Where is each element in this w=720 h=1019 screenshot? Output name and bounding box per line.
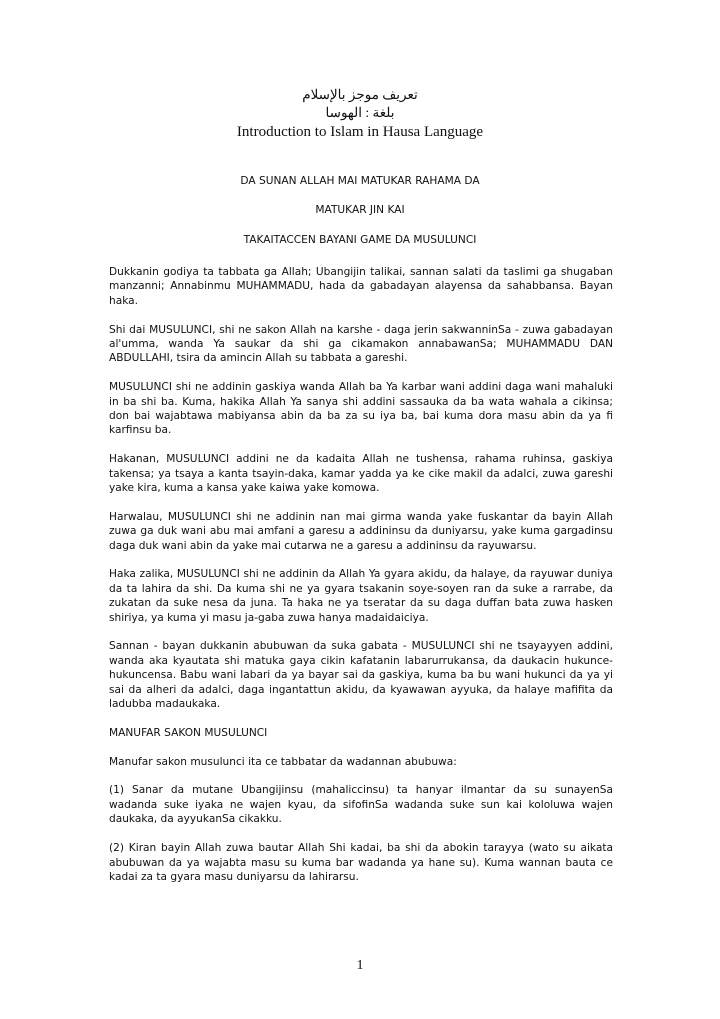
- paragraph: MUSULUNCI shi ne addinin gaskiya wanda Allah ba Ya karbar wani addini daga wani mahaluki in ba shi ba. Kuma, hakika Allah Ya sanya shi addini sassauka da ba wata wahala a cikinsa; don bai wajabtawa mabiyansa abin da ba za su iya ba, bai kuma dora masu abin da ya fi karfinsu ba.: [109, 381, 613, 437]
- paragraph: (1) Sanar da mutane Ubangijinsu (mahaliccinsu) ta hanyar ilmantar da su sunayenSa wadanda suke iyaka ne wajen kyau, da sifofinSa wadanda suke sun kai kololuwa wajen daukaka, da ayyukanSa cikakku.: [109, 784, 613, 826]
- document-body: [109, 265, 613, 899]
- section-heading: MANUFAR SAKON MUSULUNCI: [109, 726, 268, 739]
- title-line-3: TAKAITACCEN BAYANI GAME DA MUSULUNCI: [243, 234, 477, 246]
- paragraph: Dukkanin godiya ta tabbata ga Allah; Ubangijin talikai, sannan salati da taslimi ga shugaban manzanni; Annabinmu MUHAMMADU, hada da gabadayan alayensa da sahabbansa. Bayan haka.: [109, 266, 613, 307]
- english-title: Introduction to Islam in Hausa Language: [236, 124, 484, 140]
- arabic-title: تعريف موجز بالإسلام: [302, 87, 418, 102]
- paragraph: Shi dai MUSULUNCI, shi ne sakon Allah na karshe - daga jerin sakwanninSa - zuwa gabadayan al'umma, wanda Ya saukar da shi ga cikamakon annabawanSa; MUHAMMADU DAN ABDULLAHI, tsira da amincin Allah su tabbata a gareshi.: [109, 323, 613, 365]
- arabic-subtitle: بلغة : الهوسا: [325, 105, 395, 120]
- paragraph: Haka zalika, MUSULUNCI shi ne addinin da Allah Ya gyara akidu, da halaye, da rayuwar duniya da ta lahira da shi. Da kuma shi ne ya gyara tsakanin soye-soyen ran da suke a rarrabe, da zukatan da suke nesa da juna. Ta haka ne ya tseratar da su daga duffan bata zuwa hasken shiriya, ya kuma yi masu ja-gaba zuwa hanya madaidaiciya.: [109, 568, 613, 624]
- paragraph: Harwalau, MUSULUNCI shi ne addinin nan mai girma wanda yake fuskantar da bayin Allah zuwa ga duk wani abu mai amfani a garesu a addininsu da duniyarsu, yake kuma gargadinsu daga duk wani abin da yake mai cutarwa ne a garesu a addininsu da rayuwarsu.: [109, 510, 613, 552]
- document-header: [0, 86, 720, 142]
- title-line-2: MATUKAR JIN KAI: [315, 204, 405, 216]
- page-number: 1: [356, 958, 364, 973]
- paragraph: Hakanan, MUSULUNCI addini ne da kadaita Allah ne tushensa, rahama ruhinsa, gaskiya takensa; ya tsaya a kanta tsayin-daka, kamar yadda ya ke cike makil da adalci, zuwa gareshi yake kira, kuma a kansa yake kaiwa yake komowa.: [109, 453, 613, 495]
- paragraph: Sannan - bayan dukkanin abubuwan da suka gabata - MUSULUNCI shi ne tsayayyen addini, wanda aka kyautata shi matuka gaya cikin kafatanin labarurrukansa, da daukacin hukunce-hukuncensa. Babu wani labari da ya bayar sai da gaskiya, kuma ba bu wani hukunci da ya yi sai da alheri da adalci, daga ingantattun akidu, da kyawawan ayyuka, da halaye mafifita da ladubba madaukaka.: [109, 640, 613, 711]
- title-line-1: DA SUNAN ALLAH MAI MATUKAR RAHAMA DA: [240, 175, 480, 187]
- paragraph: (2) Kiran bayin Allah zuwa bautar Allah Shi kadai, ba shi da abokin tarayya (wato su aikata abubuwan da ya wajabta masu su kuma bar wadanda ya hane su). Kuma wannan bauta ce kadai za ta gyara masu duniyarsu da lahirarsu.: [109, 842, 613, 883]
- paragraph: Manufar sakon musulunci ita ce tabbatar da wadannan abubuwa:: [109, 755, 457, 768]
